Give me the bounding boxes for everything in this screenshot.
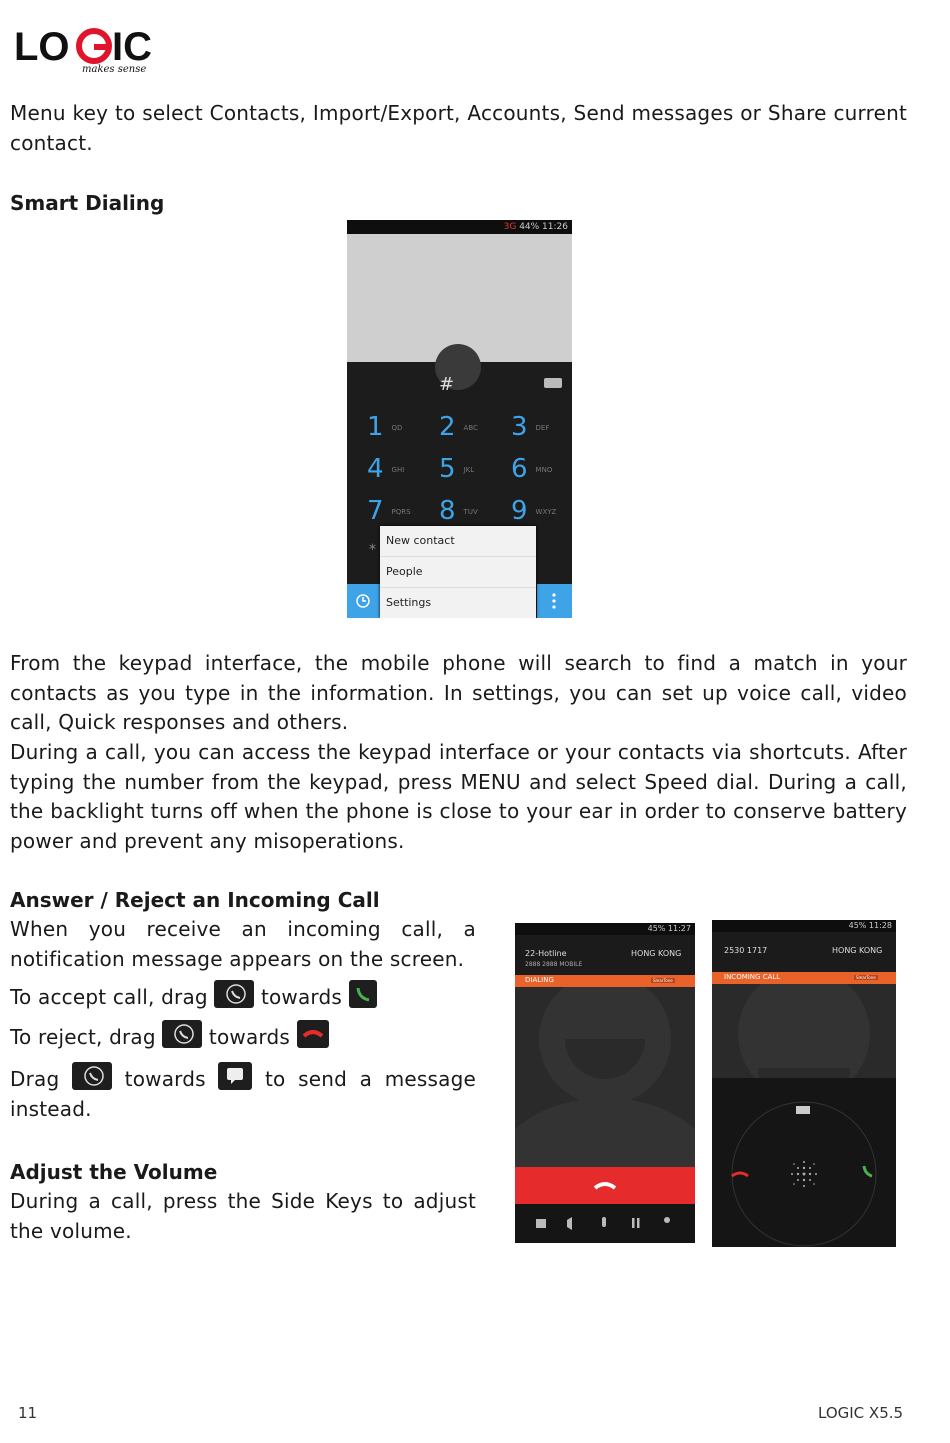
end-call-icon <box>297 1020 329 1048</box>
accept-call-line: To accept call, drag towards <box>10 980 476 1013</box>
carrier-badge: SmarTone <box>856 975 876 980</box>
caller-number: 2530 1717 <box>724 946 768 955</box>
popup-menu <box>380 526 536 618</box>
dialpad-icon <box>536 1219 546 1228</box>
caller-location: HONG KONG <box>631 949 682 958</box>
caller-info-bar <box>515 935 695 975</box>
contact-placeholder-icon <box>712 984 896 1078</box>
speaker-icon <box>567 1217 572 1230</box>
key-star[interactable]: * <box>369 542 376 558</box>
dial-input-hash: # <box>439 374 455 395</box>
call-state-label: DIALING <box>525 976 554 984</box>
caller-info-bar <box>712 932 896 972</box>
glowpad-widget[interactable] <box>712 1078 896 1247</box>
message-target-icon <box>796 1106 810 1114</box>
call-state-bar <box>712 972 896 984</box>
contact-photo-area <box>347 234 572 362</box>
incoming-call-screenshot <box>712 920 896 1247</box>
status-bar: 45% 11:27 <box>515 923 695 935</box>
volume-paragraph: During a call, press the Side Keys to adjust the volume. <box>10 1189 476 1243</box>
answer-reject-heading: Answer / Reject an Incoming Call <box>10 888 380 912</box>
page-number: 11 <box>18 1404 38 1422</box>
end-call-button[interactable] <box>515 1167 695 1204</box>
caller-number: 2888 2888 MOBILE <box>525 961 583 968</box>
key-7[interactable]: 7 PQRS <box>367 496 411 526</box>
key-1[interactable]: 1 QD <box>367 412 403 442</box>
intro-paragraph: Menu key to select Contacts, Import/Export, Accounts, Send messages or Share current contact. <box>10 101 907 155</box>
smart-dialing-paragraph-2: During a call, you can access the keypad interface or your contacts via shortcuts. After typing the number from the keypad, press MENU and select Speed dial. During a call, the backlight turns off when the phone is close to your ear in order to conserve battery power and prevent any misoperations. <box>10 740 907 853</box>
key-9[interactable]: 9 WXYZ <box>511 496 557 526</box>
svg-text:IC: IC <box>112 25 152 69</box>
status-bar: 3G 44% 11:26 <box>347 220 572 234</box>
call-handle-dots <box>791 1161 817 1187</box>
key-3[interactable]: 3 DEF <box>511 412 550 442</box>
caller-location: HONG KONG <box>832 946 883 955</box>
footer-product-name: LOGIC X5.5 <box>818 1404 904 1422</box>
logo <box>14 22 154 80</box>
volume-heading: Adjust the Volume <box>10 1160 218 1184</box>
call-state-label: INCOMING CALL <box>724 973 781 981</box>
menu-item-settings[interactable]: Settings <box>386 596 432 609</box>
more-vertical-icon <box>537 584 572 618</box>
call-handle-icon <box>214 980 254 1008</box>
key-6[interactable]: 6 MNO <box>511 454 553 484</box>
hold-icon <box>632 1218 635 1228</box>
smart-dialing-paragraph-1: From the keypad interface, the mobile phone will search to find a match in your contacts as you type in the information. In settings, you can set up voice call, video call, Quick responses and others. <box>10 651 907 735</box>
add-contact-icon <box>664 1217 670 1223</box>
key-8[interactable]: 8 TUV <box>439 496 478 526</box>
history-button[interactable] <box>347 584 380 618</box>
contact-placeholder-icon <box>515 987 695 1167</box>
call-handle-icon <box>72 1062 112 1090</box>
backspace-icon[interactable] <box>544 378 562 388</box>
message-icon <box>218 1062 252 1090</box>
key-4[interactable]: 4 GHI <box>367 454 405 484</box>
dialer-screenshot <box>347 220 572 618</box>
clock-icon <box>347 584 380 618</box>
call-state-bar <box>515 975 695 987</box>
message-line: Drag towards to send a message instead. <box>10 1062 476 1124</box>
status-bar: 45% 11:28 <box>712 920 896 932</box>
reject-call-line: To reject, drag towards <box>10 1020 476 1053</box>
menu-item-people[interactable]: People <box>380 557 536 588</box>
caller-name: 22-Hotline <box>525 949 567 958</box>
decline-target-icon <box>732 1173 748 1176</box>
answer-reject-paragraph: When you receive an incoming call, a notification message appears on the screen. <box>10 917 476 971</box>
answer-target-icon <box>864 1166 872 1176</box>
overflow-menu-button[interactable] <box>537 584 572 618</box>
smart-dialing-heading: Smart Dialing <box>10 191 165 215</box>
dialing-call-screenshot <box>515 923 695 1243</box>
mute-icon <box>602 1217 606 1227</box>
key-5[interactable]: 5 JKL <box>439 454 475 484</box>
key-2[interactable]: 2 ABC <box>439 412 478 442</box>
in-call-controls <box>515 1204 695 1243</box>
menu-item-new-contact[interactable]: New contact <box>380 526 536 557</box>
call-handle-icon <box>162 1020 202 1048</box>
svg-text:LO: LO <box>14 25 70 69</box>
hold-icon-bar <box>637 1218 640 1228</box>
carrier-badge: SmarTone <box>653 978 673 983</box>
answer-phone-icon <box>349 980 377 1008</box>
end-call-icon <box>515 1167 695 1204</box>
logo-tagline: makes sense <box>82 64 147 75</box>
